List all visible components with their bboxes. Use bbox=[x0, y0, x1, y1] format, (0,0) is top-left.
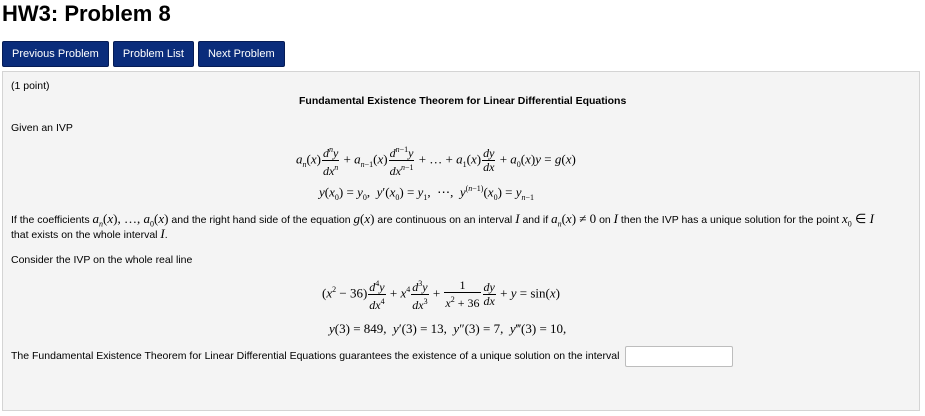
consider-label: Consider the IVP on the whole real line bbox=[11, 254, 193, 266]
previous-problem-button[interactable]: Previous Problem bbox=[2, 41, 109, 67]
theorem-statement-line-2: that exists on the whole interval I. bbox=[11, 226, 168, 241]
question-text: The Fundamental Existence Theorem for Linear Differential Equations guarantees the existence of a unique solution on the interval bbox=[11, 350, 620, 362]
given-label: Given an IVP bbox=[11, 122, 73, 134]
problem-heading: Fundamental Existence Theorem for Linear Differential Equations bbox=[299, 95, 627, 107]
points-label: (1 point) bbox=[11, 80, 50, 92]
theorem-statement-line-1: If the coefficients $a_n(x)$, …, $a_0(x)$ and the right hand side of the equation g(x) are continuous on an interval I and if $a_n(x) \ne 0$ on I then the IVP has a unique solution for the point $x_0$ ∈ I bbox=[11, 211, 874, 229]
general-ode-equation: $a_n(x)$ $\frac{d^ny}{dx^n}$ + $a_{n-1}(x)$ $\frac{d^{n-1}y}{dx^{n-1}}$ + … + $a_1(x)$ $\frac{dy}{dx}$ + $a_0(x)y = g(x)$ bbox=[296, 145, 576, 178]
problem-panel bbox=[2, 71, 920, 411]
general-initial-conditions: $y(x_0) = y_0$, $y'(x_0) = y_1$, ⋯, $y^{(n-1)}(x_0) = y_{n-1}$ bbox=[319, 184, 535, 202]
next-problem-button[interactable]: Next Problem bbox=[198, 41, 285, 67]
problem-list-button[interactable]: Problem List bbox=[113, 41, 194, 67]
specific-ode-equation: $(x^2 - 36)$ $\frac{d^4y}{dx^4}$ + $x^4$ $\frac{d^3y}{dx^3}$ + $\frac{1}{x^2 + 36}$ $\frac{dy}{dx}$ + y = sin(x) bbox=[322, 278, 560, 312]
specific-initial-conditions: y(3) = 849, y′(3) = 13, y″(3) = 7, y‴(3) = 10, bbox=[329, 321, 567, 336]
problem-navigation bbox=[2, 41, 285, 67]
interval-answer-input[interactable] bbox=[625, 346, 733, 367]
page-title: HW3: Problem 8 bbox=[2, 1, 171, 26]
